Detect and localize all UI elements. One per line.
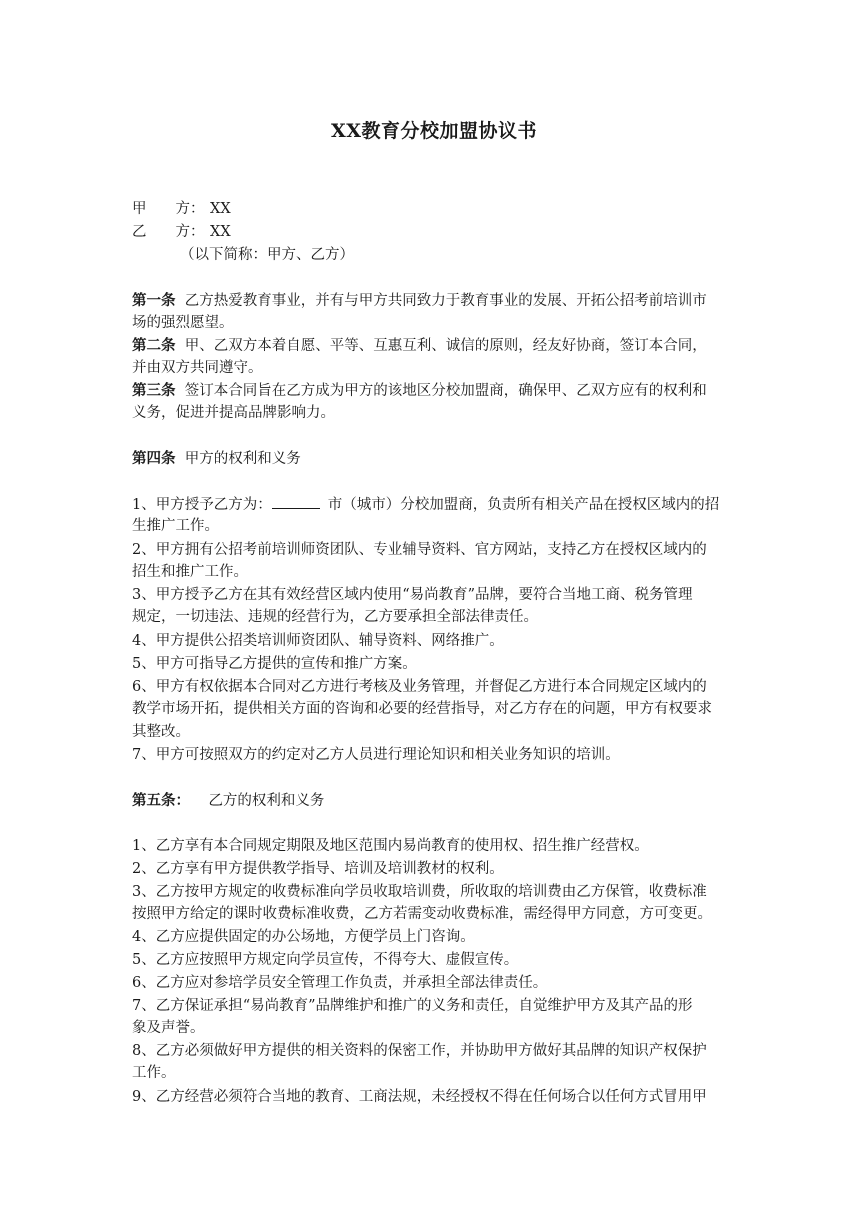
a4-item-1-line-2: 生推广工作。 [132, 518, 219, 534]
a4-item-1-line-1 [132, 494, 742, 515]
a5-item-8-line-2: 工作。 [132, 1065, 176, 1081]
article-2-line-1 [132, 336, 742, 356]
article-1-line-1 [132, 291, 742, 311]
article-5-title: 乙方的权利和义务 [208, 793, 325, 809]
a5-item-8-line-1: 8、乙方必须做好甲方提供的相关资料的保密工作，并协助甲方做好其品牌的知识产权保护 [132, 1043, 707, 1059]
party-b-line [132, 222, 742, 242]
article-5-heading: 第五条： [132, 792, 190, 809]
party-a-line [132, 199, 742, 219]
article-1-heading: 第一条 [132, 292, 176, 309]
a4-item-2-line-2: 招生和推广工作。 [132, 564, 248, 580]
a4-item-7: 7、甲方可按照双方的约定对乙方人员进行理论知识和相关业务知识的培训。 [132, 747, 620, 763]
party-a-label: 甲 方： [132, 201, 205, 217]
a4-item-4: 4、甲方提供公招类培训师资团队、辅导资料、网络推广。 [132, 633, 504, 649]
a4-item-6-line-1: 6、甲方有权依据本合同对乙方进行考核及业务管理，并督促乙方进行本合同规定区域内的 [132, 679, 707, 695]
article-2-heading: 第二条 [132, 337, 176, 354]
a4-item-6-line-3: 其整改。 [132, 724, 190, 740]
party-b-value: XX [210, 224, 231, 240]
a5-item-3-line-1: 3、乙方按甲方规定的收费标准向学员收取培训费，所收取的培训费由乙方保管，收费标准 [132, 884, 707, 900]
a5-item-4: 4、乙方应提供固定的办公场地，方便学员上门咨询。 [132, 929, 475, 945]
a4-item-2-line-1: 2、甲方拥有公招考前培训师资团队、专业辅导资料、官方网站，支持乙方在授权区域内的 [132, 542, 707, 558]
article-2-line-2: 并由双方共同遵守。 [132, 360, 263, 376]
article-3-text: 签订本合同旨在乙方成为甲方的该地区分校加盟商，确保甲、乙双方应有的权利和 [184, 383, 707, 399]
article-4-title: 甲方的权利和义务 [184, 451, 301, 467]
article-1-text: 乙方热爱教育事业，并有与甲方共同致力于教育事业的发展、开拓公招考前培训市 [184, 293, 707, 309]
a4-item-6-line-2: 教学市场开拓，提供相关方面的咨询和必要的经营指导，对乙方存在的问题，甲方有权要求 [132, 701, 712, 717]
a4-item-3-line-2: 规定，一切违法、违规的经营行为，乙方要承担全部法律责任。 [132, 609, 538, 625]
article-5-heading-line [132, 791, 742, 811]
a4-item-1-rest: 市（城市）分校加盟商，负责所有相关产品在授权区域内的招 [327, 497, 720, 513]
a5-item-9-line-1: 9、乙方经营必须符合当地的教育、工商法规，未经授权不得在任何场合以任何方式冒用甲 [132, 1089, 707, 1105]
document-title: XX教育分校加盟协议书 [331, 120, 537, 142]
article-3-line-1 [132, 381, 742, 401]
city-blank [272, 494, 320, 509]
article-3-line-2: 义务，促进并提高品牌影响力。 [132, 405, 335, 421]
a5-item-1: 1、乙方享有本合同规定期限及地区范围内易尚教育的使用权、招生推广经营权。 [132, 838, 649, 854]
abbrev-note: （以下简称：甲方、乙方） [180, 247, 354, 263]
article-3-heading: 第三条 [132, 382, 176, 399]
a5-item-6: 6、乙方应对参培学员安全管理工作负责，并承担全部法律责任。 [132, 975, 548, 991]
party-a-value: XX [210, 201, 231, 217]
a4-item-1-prefix: 1、甲方授予乙方为： [132, 497, 272, 513]
party-b-label: 乙 方： [132, 224, 205, 240]
a4-item-3-line-1: 3、甲方授予乙方在其有效经营区域内使用“易尚教育”品牌，要符合当地工商、税务管理 [132, 587, 693, 603]
article-1-line-2: 场的强烈愿望。 [132, 315, 234, 331]
a5-item-2: 2、乙方享有甲方提供教学指导、培训及培训教材的权利。 [132, 861, 504, 877]
a5-item-7-line-2: 象及声誉。 [132, 1020, 205, 1036]
a5-item-3-line-2: 按照甲方给定的课时收费标准收费，乙方若需变动收费标准，需经得甲方同意，方可变更。 [132, 906, 712, 922]
a5-item-5: 5、乙方应按照甲方规定向学员宣传，不得夸大、虚假宣传。 [132, 952, 519, 968]
a4-item-5: 5、甲方可指导乙方提供的宣传和推广方案。 [132, 656, 417, 672]
article-2-text: 甲、乙双方本着自愿、平等、互惠互利、诚信的原则，经友好协商，签订本合同， [184, 338, 707, 354]
article-4-heading-line [132, 449, 742, 469]
article-4-heading: 第四条 [132, 450, 176, 467]
a5-item-7-line-1: 7、乙方保证承担“易尚教育”品牌维护和推广的义务和责任，自觉维护甲方及其产品的形 [132, 998, 693, 1014]
